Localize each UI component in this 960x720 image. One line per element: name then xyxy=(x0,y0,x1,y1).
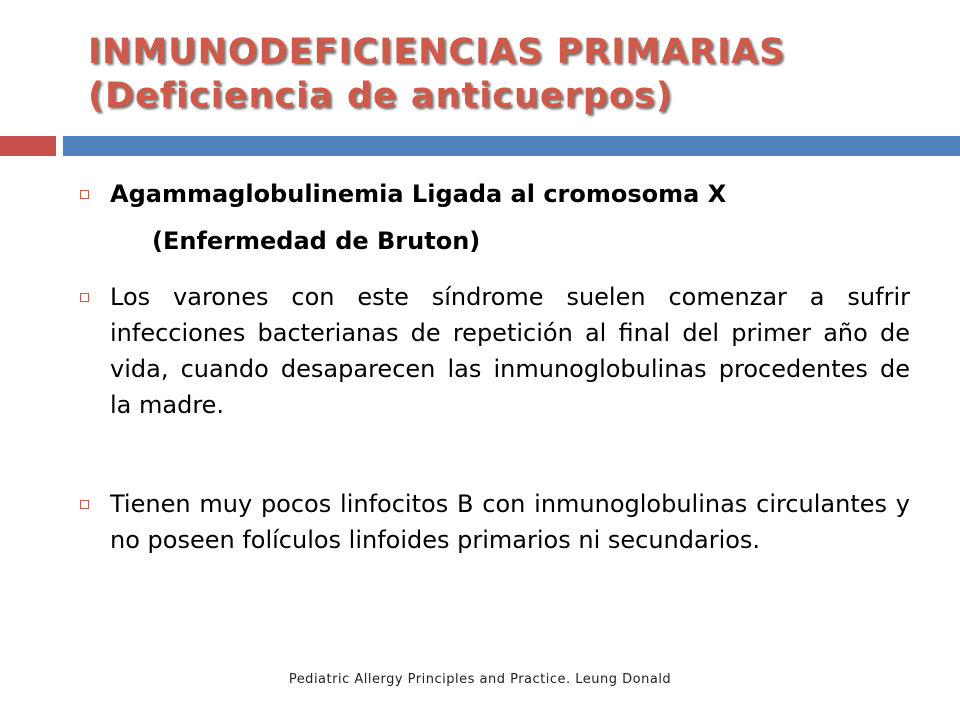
bullet-item-3 xyxy=(78,486,910,558)
footer-citation: Pediatric Allergy Principles and Practice. Leung Donald xyxy=(288,672,672,687)
bullet-1-subtext: (Enfermedad de Bruton) xyxy=(152,227,481,255)
bullet-2-text: Los varones con este síndrome suelen comenzar a sufrir infecciones bacterianas de repetición al final del primer año de vida, cuando desaparecen las inmunoglobulinas procedentes de la madre. xyxy=(110,283,910,419)
bullet-item-1 xyxy=(78,176,910,259)
bullet-item-2 xyxy=(78,279,910,423)
square-bullet-icon xyxy=(80,500,89,509)
slide-content xyxy=(78,176,910,558)
bullet-3-text: Tienen muy pocos linfocitos B con inmunoglobulinas circulantes y no poseen folículos linfoides primarios ni secundarios. xyxy=(110,490,910,554)
title-line-1: INMUNODEFICIENCIAS PRIMARIAS xyxy=(88,32,786,72)
accent-bar-blue xyxy=(63,136,960,156)
accent-bar-red xyxy=(0,136,56,156)
square-bullet-icon xyxy=(80,190,89,199)
slide-title xyxy=(88,30,908,118)
title-line-2: (Deficiencia de anticuerpos) xyxy=(88,76,673,116)
bullet-1-text: Agammaglobulinemia Ligada al cromosoma X xyxy=(110,180,727,208)
square-bullet-icon xyxy=(80,293,89,302)
